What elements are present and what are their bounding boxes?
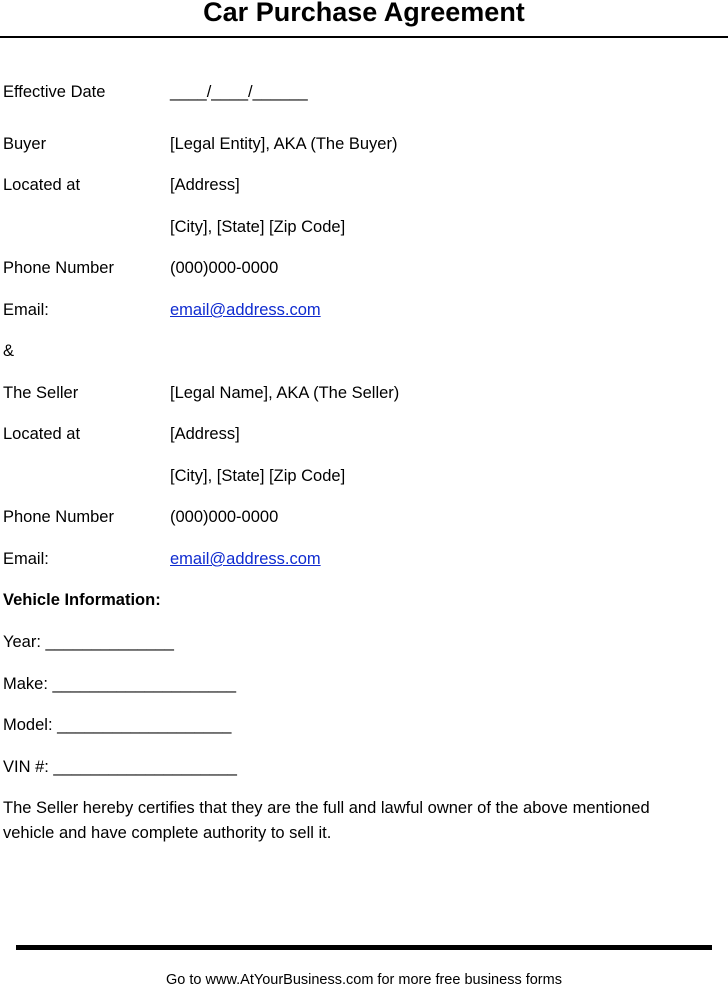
buyer-name: [Legal Entity], AKA (The Buyer): [170, 135, 398, 153]
vehicle-year-field: Year: ______________: [3, 633, 174, 651]
footer-divider: [16, 945, 712, 950]
effective-date-label: Effective Date: [3, 83, 106, 101]
document-title: Car Purchase Agreement: [203, 0, 525, 27]
seller-address-line2: [City], [State] [Zip Code]: [170, 467, 346, 485]
seller-phone-label: Phone Number: [3, 508, 114, 526]
seller-label: The Seller: [3, 384, 79, 402]
footer-text: Go to www.AtYourBusiness.com for more free business forms: [166, 972, 562, 988]
buyer-phone: (000)000-0000: [170, 259, 279, 277]
title-divider: [0, 36, 728, 38]
buyer-located-label: Located at: [3, 176, 81, 194]
effective-date-blank: ____/____/______: [170, 83, 308, 101]
seller-certification-text: The Seller hereby certifies that they are the full and lawful owner of the above mentioned vehicle and have complete authority to sell it.: [3, 799, 650, 842]
vehicle-model-field: Model: ___________________: [3, 716, 232, 734]
seller-name: [Legal Name], AKA (The Seller): [170, 384, 400, 402]
buyer-label: Buyer: [3, 135, 47, 153]
vehicle-vin-field: VIN #: ____________________: [3, 758, 237, 776]
buyer-address-line2: [City], [State] [Zip Code]: [170, 218, 346, 236]
seller-email-link[interactable]: email@address.com: [170, 550, 321, 568]
vehicle-make-field: Make: ____________________: [3, 675, 237, 693]
seller-phone: (000)000-0000: [170, 508, 279, 526]
buyer-email-label: Email:: [3, 301, 49, 319]
seller-located-label: Located at: [3, 425, 81, 443]
party-separator: &: [3, 342, 15, 360]
seller-email-label: Email:: [3, 550, 49, 568]
buyer-phone-label: Phone Number: [3, 259, 114, 277]
buyer-address-line1: [Address]: [170, 176, 240, 194]
seller-address-line1: [Address]: [170, 425, 240, 443]
buyer-email-link[interactable]: email@address.com: [170, 301, 321, 319]
vehicle-info-heading: Vehicle Information:: [3, 591, 161, 609]
